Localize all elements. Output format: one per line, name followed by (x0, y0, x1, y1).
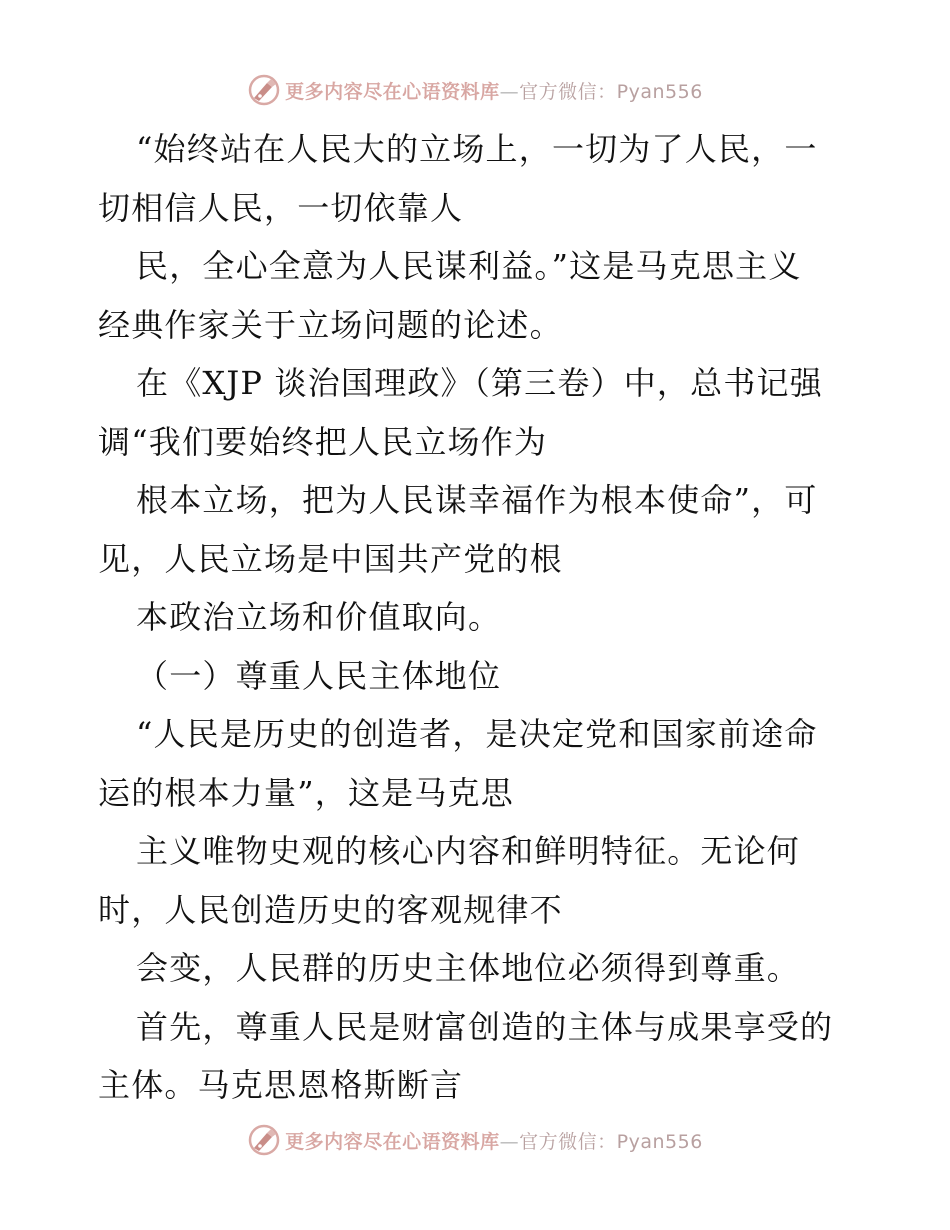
document-body (98, 120, 858, 1115)
text-line: 会变，人民群的历史主体地位必须得到尊重。 (136, 949, 801, 987)
text-line: 主义唯物史观的核心内容和鲜明特征。无论何 (136, 832, 801, 870)
text-line: 根本立场，把为人民谋幸福作为根本使命”，可 (136, 481, 818, 519)
text-line: 本政治立场和价值取向。 (136, 598, 502, 636)
watermark-contact: 官方微信：Pyan556 (519, 80, 703, 103)
text-line: “始终站在人民大的立场上，一切为了人民，一 (136, 130, 818, 168)
text-line: 首先，尊重人民是财富创造的主体与成果享受的 (136, 1007, 834, 1046)
footer-watermark (0, 1120, 950, 1160)
text-line: 在《XJP 谈治国理政》（第三卷）中，总书记强 (136, 364, 823, 402)
watermark-text (285, 77, 703, 104)
pen-nib-logo-icon (247, 73, 281, 107)
text-line: “人民是历史的创造者，是决定党和国家前途命 (136, 715, 818, 753)
watermark-separator: — (499, 80, 520, 103)
watermark-brand: 更多内容尽在心语资料库 (285, 1130, 500, 1153)
text-line: 时，人民创造历史的客观规律不 (98, 890, 563, 929)
section-heading: （一）尊重人民主体地位 (136, 656, 502, 695)
text-line: 运的根本力量”，这是马克思 (98, 773, 514, 812)
watermark-separator: — (499, 1130, 520, 1153)
header-watermark (0, 70, 950, 110)
text-line: 调“我们要始终把人民立场作为 (98, 422, 548, 461)
watermark-contact: 官方微信：Pyan556 (519, 1130, 703, 1153)
watermark-text (285, 1127, 703, 1154)
text-line: 民，全心全意为人民谋利益。”这是马克思主义 (136, 247, 802, 285)
text-line: 见，人民立场是中国共产党的根 (98, 539, 563, 578)
text-line: 主体。马克思恩格斯断言 (98, 1066, 464, 1104)
watermark-brand: 更多内容尽在心语资料库 (285, 80, 500, 103)
text-line: 经典作家关于立场问题的论述。 (98, 305, 563, 344)
text-line: 切相信人民，一切依靠人 (98, 188, 464, 227)
pen-nib-logo-icon (247, 1123, 281, 1157)
